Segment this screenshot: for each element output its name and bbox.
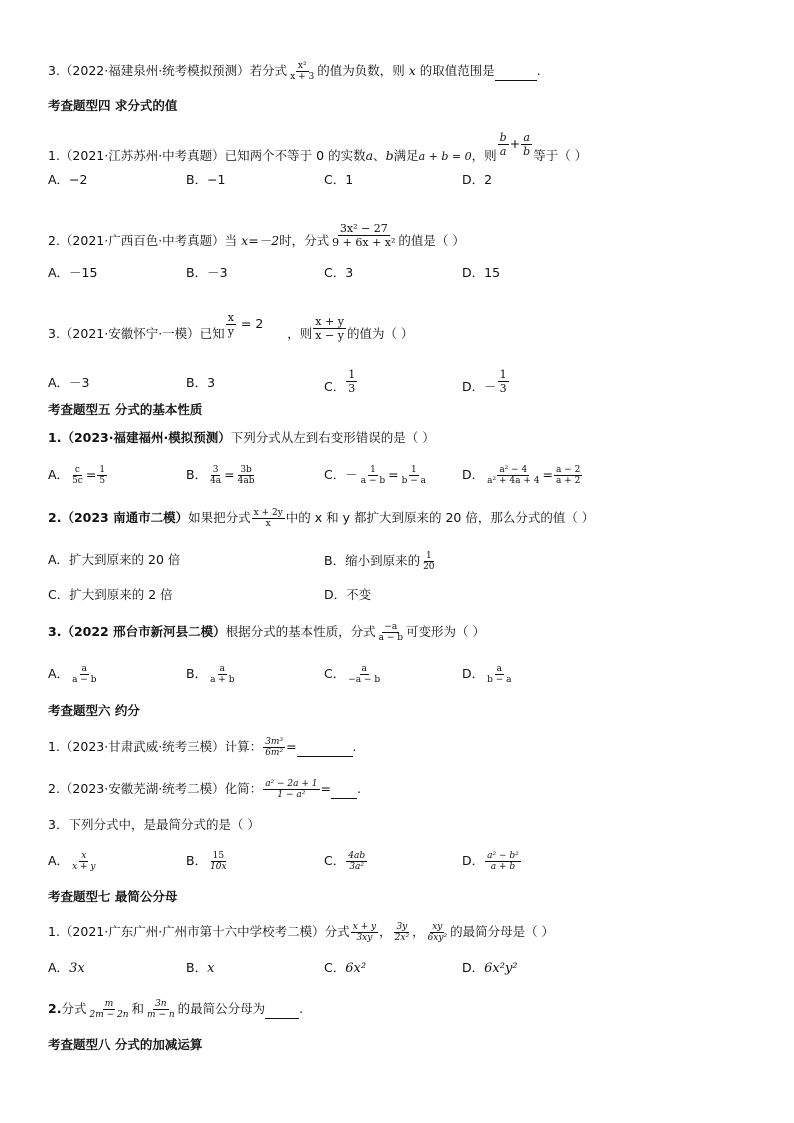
option-b[interactable]: B．－3: [186, 265, 228, 280]
option-a[interactable]: A． $\frac{a}{a - b}$: [48, 664, 97, 685]
option-b[interactable]: B． $\frac{a}{a + b}$: [186, 664, 235, 685]
fraction: $\frac{\text{x²}}{x + 3}$: [290, 61, 315, 82]
option-b[interactable]: B．缩小到原来的 $\frac{1}{20}$: [324, 551, 435, 572]
option-a[interactable]: A．3x: [48, 960, 85, 976]
section-title-7: 考查题型七 最简公分母: [48, 889, 178, 904]
section-title-5: 考查题型五 分式的基本性质: [48, 402, 203, 417]
question-s7-q1: 1.（2021·广东广州·广州市第十六中学校考二模）分式 $\frac{x + y}{3xy}$ ， $\frac{3y}{\text{2x²}}$ ， $\frac{xy}{\text{6xy²}}$ 的最简分母是（ ）: [48, 922, 555, 943]
option-a[interactable]: A．－3: [48, 375, 90, 390]
option-a[interactable]: A． $\frac{x}{x + y}$: [48, 851, 96, 872]
option-c[interactable]: C．1: [324, 172, 354, 187]
option-d[interactable]: D． $\frac{a}{b - a}$: [462, 664, 512, 685]
question-s6-q3: 3．下列分式中，是最简分式的是（ ）: [48, 817, 260, 832]
option-d[interactable]: D． $\frac{\text{a² − 4}}{\text{a² + 4a + 4}}$ = $\frac{a - 2}{a + 2}$: [462, 465, 581, 486]
option-a[interactable]: A．−2: [48, 172, 88, 187]
option-d[interactable]: D．6x²y²: [462, 960, 518, 976]
option-d[interactable]: D． $\frac{\text{a² − b²}}{a + b}$: [462, 851, 519, 872]
question-s5-q2: 2.（2023 南通市二模）如果把分式 $\frac{x + 2y}{x}$ 中的 x 和 y 都扩大到原来的 20 倍，那么分式的值（ ）: [48, 508, 595, 529]
question-s4-q3: 3.（2021·安徽怀宁·一模）已知 $\frac{x}{y}$ = 2，则 $\frac{x + y}{x - y}$ 的值为（ ）: [48, 311, 414, 342]
option-b[interactable]: B． $\frac{3}{4a}$ = $\frac{3b}{4ab}$: [186, 465, 255, 486]
question-text: 3.（2022·福建泉州·统考模拟预测）若分式: [48, 63, 288, 78]
option-c[interactable]: C．6x²: [324, 960, 367, 976]
option-d[interactable]: D．2: [462, 172, 493, 187]
section-title-8: 考查题型八 分式的加减运算: [48, 1037, 203, 1052]
option-d[interactable]: D．15: [462, 265, 501, 280]
fraction: $\frac{b}{a}$: [499, 131, 507, 158]
option-c[interactable]: C．3: [324, 265, 354, 280]
question-s4-q2: 2.（2021·广西百色·中考真题）当 x=－2时，分式 $\frac{\text{3x² − 27}}{\text{9 + 6x + x²}}$ 的值是（ ）: [48, 222, 465, 249]
answer-blank[interactable]: [495, 62, 537, 81]
question-s5-q1: 1.（2023·福建福州·模拟预测）下列分式从左到右变形错误的是（ ）: [48, 430, 435, 445]
option-c[interactable]: C． $\frac{4ab}{\text{3a²}}$: [324, 851, 366, 872]
answer-blank[interactable]: [265, 1000, 299, 1019]
option-c[interactable]: C． $\frac{1}{3}$: [324, 368, 356, 395]
fraction: $\frac{x}{y}$: [227, 311, 234, 338]
question-s3-q3: 3.（2022·福建泉州·统考模拟预测）若分式 $\frac{\text{x²}}{x + 3}$ 的值为负数，则 x 的取值范围是 .: [48, 61, 541, 82]
option-c[interactable]: C．－ $\frac{1}{a - b}$ = $\frac{1}{b - a}$: [324, 465, 427, 486]
question-s5-q3: 3.（2022 邢台市新河县二模）根据分式的基本性质，分式 $\frac{-a}{a - b}$ 可变形为（ ）: [48, 622, 485, 643]
question-s6-q1: 1.（2023·甘肃武威·统考三模）计算： $\frac{\text{3m³}}{\text{6m²}}$ = .: [48, 737, 357, 758]
fraction: $\frac{a}{b}$: [523, 131, 531, 158]
fraction: $\frac{1}{3}$: [499, 368, 507, 395]
section-title-6: 考查题型六 约分: [48, 703, 140, 718]
option-c[interactable]: C． $\frac{a}{-a - b}$: [324, 664, 381, 685]
fraction: $\frac{1}{3}$: [348, 368, 356, 395]
option-b[interactable]: B． $\frac{15}{10x}$: [186, 851, 227, 872]
option-b[interactable]: B．3: [186, 375, 216, 390]
fraction: $\frac{\text{3x² − 27}}{\text{9 + 6x + x²}}$: [332, 222, 396, 249]
option-a[interactable]: A．－15: [48, 265, 98, 280]
option-b[interactable]: B．x: [186, 960, 215, 976]
option-c[interactable]: C．扩大到原来的 2 倍: [48, 587, 173, 602]
option-d[interactable]: D．不变: [324, 587, 372, 602]
section-title-4: 考查题型四 求分式的值: [48, 98, 178, 113]
option-a[interactable]: A．扩大到原来的 20 倍: [48, 552, 181, 567]
option-b[interactable]: B．−1: [186, 172, 226, 187]
question-s7-q2: 2.分式 $\frac{m}{2m - 2n}$ 和 $\frac{3n}{m - n}$ 的最简公分母为 .: [48, 999, 304, 1020]
answer-blank[interactable]: [297, 738, 353, 757]
option-a[interactable]: A． $\frac{c}{5c}$ = $\frac{1}{5}$: [48, 465, 106, 486]
fraction: $\frac{x + y}{x - y}$: [315, 315, 344, 342]
answer-blank[interactable]: [331, 780, 357, 799]
option-d[interactable]: D．－ $\frac{1}{3}$: [462, 368, 507, 395]
question-s4-q1: 1.（2021·江苏苏州·中考真题）已知两个不等于 0 的实数a、b满足a + b = 0，则 $\frac{b}{a}$ + $\frac{a}{b}$ 等于（ ）: [48, 131, 588, 163]
question-s6-q2: 2.（2023·安徽芜湖·统考二模）化简： $\frac{\text{a² − 2a + 1}}{\text{1 − a²}}$ = .: [48, 779, 361, 800]
